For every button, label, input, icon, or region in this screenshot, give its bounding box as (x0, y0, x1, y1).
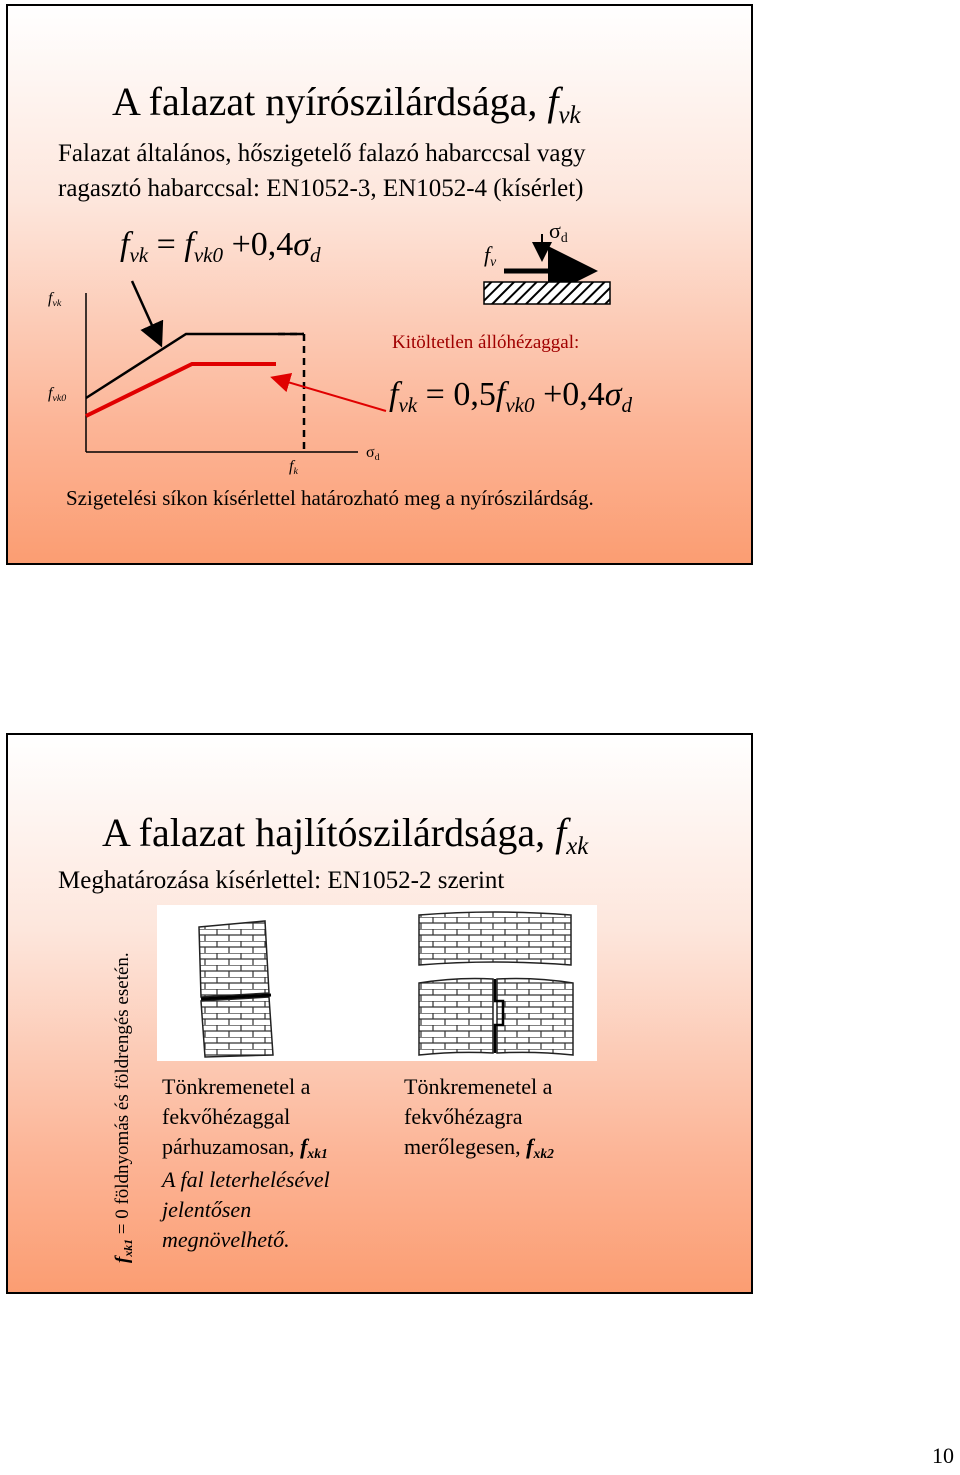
wall-failure-images (157, 905, 597, 1061)
vertical-note: fxk1 = 0 földnyomás és földrengés esetén. (112, 952, 135, 1263)
axis-fvk0-label: fvk0 (48, 385, 67, 405)
slide1-note: Szigetelési síkon kísérlettel határozható meg a nyírószilárdság. (66, 486, 594, 510)
axis-x-label: σd (366, 444, 380, 464)
slide1-line2: ragasztó habarccsal: EN1052-3, EN1052-4 (kísérlet) (58, 175, 584, 202)
caption-right: Tönkremenetel a fekvőhézagra merőlegesen, fxk2 (404, 1074, 554, 1162)
slide-shear-strength (6, 4, 753, 565)
slide1-title: A falazat nyírószilárdsága, fvk (112, 79, 581, 129)
arrow-to-black (132, 281, 160, 343)
axis-fk-label: fk (289, 458, 298, 478)
wall-parallel-failure (199, 921, 273, 1057)
unfilled-joint-label: Kitöltetlen állóhézaggal: (392, 332, 580, 353)
caption-left: Tönkremenetel a fekvőhézaggal párhuzamosan, fxk1 A fal leterhelésével jelentősen megnövelhető. (162, 1074, 330, 1252)
arrow-to-red (274, 378, 386, 411)
slide-flexural-strength (6, 733, 753, 1294)
test-sigma-label: σd (549, 218, 568, 246)
shear-diagram (8, 6, 751, 563)
page-number: 10 (932, 1443, 954, 1468)
wall-perpendicular-top (419, 912, 571, 965)
slide2-line1: Meghatározása kísérlettel: EN1052-2 szerint (58, 867, 505, 894)
test-fv-label: fv (484, 242, 497, 270)
axis-y-label: fvk (48, 290, 62, 310)
shear-formula-unfilled: fvk = 0,5fvk0 +0,4σd (389, 376, 633, 417)
specimen-base (484, 282, 610, 304)
red-envelope (86, 364, 276, 416)
slide1-line1: Falazat általános, hőszigetelő falazó habarccsal vagy (58, 140, 586, 167)
shear-formula: fvk = fvk0 +0,4σd (120, 226, 321, 267)
slide2-title: A falazat hajlítószilárdsága, fxk (102, 810, 589, 860)
